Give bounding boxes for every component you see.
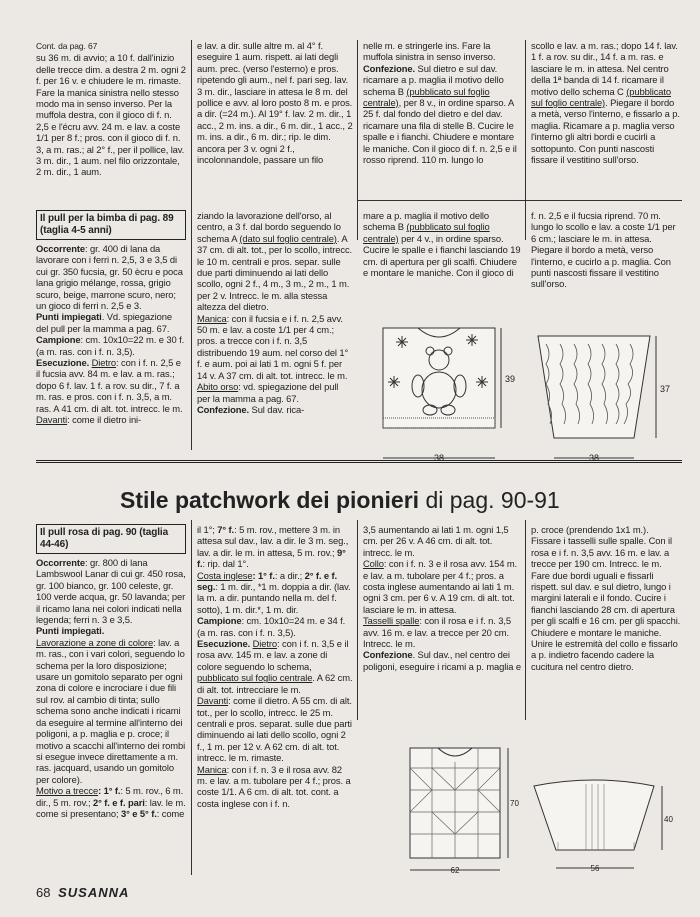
abito-orso-text: Abito orso: vd. spiegazione del pull per la mamma a pag. 67. (197, 381, 339, 404)
column-rule (525, 520, 526, 720)
page-number: 68 (36, 885, 51, 900)
sleeve-schematic (530, 330, 682, 468)
campione-text: Campione: cm. 10x10=22 m. e 30 f. (a m. ras. con i f. n. 3,5). (36, 334, 185, 357)
foglio-centrale-link: (pubblicato sul foglio centrale) (531, 85, 672, 109)
column-3-top (363, 40, 521, 165)
punti-text: Punti impiegati. Vd. spiegazione del pull per la mamma a pag. 67. (36, 311, 172, 334)
confezione-text: nelle m. e stringerle ins. Fare la muffola sinistra in senso inverso. Confezione. Sul dietro e sul dav. ricamare a p. maglia il motivo dello schema B (pubblicato sul foglio centrale), per 8 v., in ordine sparso. A 25 f. dal fondo del dietro e del dav. ricamare una fila di stelle B. Cucire le spalle e i fianchi. Chiudere e montare le maniche. Con il gioco di f. n. 2,5 e il rosso riprend. 110 m. lungo lo (363, 40, 517, 166)
campione-text: Campione: cm. 10x10=24 m. e 34 f. (a m. ras. con i f. n. 3,5). (197, 615, 346, 638)
sleeve-width-label: 38 (588, 453, 600, 463)
motivo-trecce-text: Motivo a trecce: 1° f.: 5 m. rov., 6 m. dir., 5 m. rov.; 2° f. e f. pari: lav. le m. come si presentano; 3° e 5° f.: come (36, 785, 186, 819)
front-width-label: 38 (433, 453, 445, 463)
esecuzione-text: Esecuzione. Dietro: con i f. n. 3,5 e il rosa avv. 145 m. e lav. a zone di colore seguendo lo schema, pubblicato sul foglio centrale. A 62 cm. di alt. tot. intrecciare le m. (197, 638, 353, 695)
tasselli-text: Tasselli spalle: con il rosa e i f. n. 3,5 avv. 16 m. e lav. a trecce per 20 cm. Intrecc. le m. (363, 615, 511, 650)
scollo-text: scollo e lav. a m. ras.; dopo 14 f. lav. 1 f. a rov. su dir., 14 f. a m. ras. e lasciare le m. in attesa. Nel centro della 1ª banda di 14 f. ricamare il motivo dello schema C (pubblicato sul foglio centrale). Piegare il bordo a metà, verso l'interno, e fissarlo a p. maglia. Ricamare a p. maglia verso l'interno gli altri bordi e cucirli a sottopunto. Con punti nascosti fissare il vestitino sull'orso. (531, 40, 680, 166)
continued-from: Cont. da pag. 67 (36, 41, 98, 51)
pull-rosa-section (36, 524, 186, 819)
punti-text: Punti impiegati. (36, 625, 105, 637)
esecuzione-text: Esecuzione. Dietro: con i f. n. 2,5 e il fucsia avv. 84 m. e lav. a m. ras.; dopo 6 f. lav. 1 f. a rov. su dir., 7 f. a m. ras. e pros. con i f. n. 3,5, a m. ras. A 41 cm. di alt. tot. intrecc. le m. (36, 357, 183, 414)
davanti-text: Davanti: come il dietro. A 55 cm. di alt. tot., per lo scollo, intrecc. le 25 m. centrali e pros. separat. sulle due parti diminuendo ai lati dello scollo, ogni 2 f., 1 m. per 12 v. A 62 cm. di alt. tot. intrecc. le m. rimaste. (197, 695, 352, 764)
muffola-text: e lav. a dir. sulle altre m. al 4° f. eseguire 1 aum. rispett. ai lati degli aum. prec. (verso l'esterno) e pros. ripetendo gli aum., nel f. pari seg. lav. 3 m. dir., lasciare in attesa le 8 m. del pollice e avv. al loro posto 8 m. e pros. a dir. (=24 m.). Al 19° f. lav. 2 m. dir., 1 acc., 2 m. ins. a dir., 6 m. dir., 1 acc., 2 m. ins. a dir., 6 m. dir.; rip. le dim. ancora per 3 v. ogni 2 f., incolonnandole, passare un filo (197, 40, 353, 166)
sleeve-height-label: 37 (660, 384, 671, 394)
manica-cont-text: 3,5 aumentando ai lati 1 m. ogni 1,5 cm. per 26 v. A 46 cm. di alt. tot. intrecc. le m. (363, 524, 509, 558)
occorrente-text: Occorrente: gr. 400 di lana da lavorare con i ferri n. 2,5, 3 e 3,5 di cui gr. 350 fucsia, gr. 50 ècru e poca lana grigio mélange, rossa, grigio scuro, beige, marrone scuro, nero; un gioco di ferri n. 2,5 e 3. (36, 243, 183, 312)
sleeve-width-label: 56 (590, 864, 600, 873)
pull-bimba-section (36, 210, 186, 426)
column-4-bottom (531, 524, 681, 672)
collo-text: f. n. 2,5 e il fucsia riprend. 70 m. lungo lo scollo e lav. a coste 1/1 per 6 cm.; lasciare le m. in attesa. Piegare il bordo a metà, verso l'interno, e cucirlo a p. maglia. Con punti nascosti fissare il vestitino sull'orso. (531, 210, 676, 290)
section-title-box: Il pull per la bimba di pag. 89 (taglia 4-5 anni) (36, 210, 186, 240)
ricamo-text: mare a p. maglia il motivo dello schema B (pubblicato sul foglio centrale) per 4 v., in ordine sparso. Cucire le spalle e i fianchi lasciando 19 cm. di apertura per gli scalfi. Chiudere e montare le maniche. Con il gioco di (363, 210, 521, 279)
column-3-mid (363, 210, 521, 278)
costa-inglese-text: Costa inglese: 1° f.: a dir.; 2° f. e f. seg.: 1 m. dir., *1 m. doppia a dir. (lav. la m. a dir. puntando nella m. del f. sotto), 1 m. dir.*, 1 m. dir. (197, 569, 351, 615)
lavorazione-text: Lavorazione a zone di colore: lav. a m. ras., con i vari colori, seguendo lo schema per la loro disposizione; usare un gomitolo separato per ogni zona di colore e incrociare i due fili sul rov. al cambio di tinta; sullo schema sono anche indicati i ricami da eseguire al termine all'interno dei poligoni, a p. maglia e p. croce; il motivo a scacchi all'interno dei rombi si esegue invece direttamente a m. ras. jacquard, usando un gomitolo per colore). (36, 636, 186, 785)
sweater-front-schematic (368, 318, 518, 468)
rosa-sleeve-schematic (528, 770, 680, 878)
confezione-text: Confezione. Sul dav. rica- (197, 403, 305, 415)
horizontal-rule (357, 200, 682, 201)
confezione-cont-text: p. croce (prendendo 1x1 m.). Fissare i tasselli sulle spalle. Con il rosa e i f. n. 3,5 avv. 16 m. e lav. a trecce per 190 cm. Intrecc. le m. Fare due bordi uguali e fissarli rispett. sul dav. e sul dietro, lungo i margini laterali e il fondo. Cucire i fianchi lasciando 28 cm. di apertura per gli scalfi e 16 cm. per gli spacchi. Chiudere e montare le maniche. Unire le estremità del collo e fissarlo a p. indietro facendo cadere la cucitura nel centro dietro. (531, 524, 681, 672)
front-height-label: 39 (505, 374, 516, 384)
column-rule (357, 40, 358, 240)
manica-text: Manica: con i f. n. 3 e il rosa avv. 82 m. e lav. a m. tubolare per 4 f.; pros. a coste 1/1. A 6 cm. di alt. tot. cont. a costa inglese con i f. n. (197, 763, 351, 809)
confezione-text: Confezione. Sul dav., nel centro dei poligoni, eseguire i ricami a p. maglia e (363, 649, 521, 672)
orso-text: ziando la lavorazione dell'orso, al centro, a 3 f. dal bordo seguendo lo schema A (dato sul foglio centrale). A 37 cm. di alt. tot., per lo scollo, intrecc. le 10 m. centrali e pros. separ. sulle due parti diminuendo ai lati dello scollo, ogni 2 f., 4 m., 3 m., 2 m., 1 m. per 2 v. Intrecc. le m. alla stessa altezza del dietro. (197, 210, 353, 313)
body-width-label: 62 (450, 866, 460, 875)
foglio-centrale-link: (pubblicato sul foglio centrale) (363, 85, 490, 109)
column-4-mid (531, 210, 681, 290)
column-3-bottom (363, 524, 521, 672)
collo-text: Collo: con i f. n. 3 e il rosa avv. 154 m. e lav. a m. tubolare per 4 f.; pros. a costa inglese aumentando ai lati 1 m. ogni 3 cm. per 6 v. A 19 cm. di alt. tot. lasciare le m. in attesa. (363, 558, 518, 615)
column-rule (191, 40, 192, 450)
page-footer (36, 885, 129, 900)
section-headline: Stile patchwork dei pionieri di pag. 90-91 (120, 487, 560, 513)
davanti-text: Davanti: come il dietro ini- (36, 414, 142, 426)
section-title-box: Il pull rosa di pag. 90 (taglia 44-46) (36, 524, 186, 554)
column-4-top (531, 40, 681, 165)
column-2-bottom (197, 524, 353, 809)
column-2-top (197, 40, 353, 165)
column-rule (357, 520, 358, 720)
patchwork-sweater-schematic (400, 738, 520, 878)
pull-mamma-continued-text: su 36 m. di avvio; a 10 f. dall'inizio delle trecce dim. a destra 2 m. ogni 2 f. per 16 v. e chiudere le m. rimaste. Fare la manica sinistra nello stesso modo ma in senso inverso. Per la muffola destra, con il gioco di f. n. 2,5 e l'écru avv. 24 m. e lav. a coste 1/1 per 8 f.; pros. con il gioco di f. n. 3, a m. ras.; al 2° f., per il pollice, lav. 3 m. dir., 1 aum. nel filo orizzontale, 2 m. dir., 1 aum. (36, 52, 186, 178)
trecce-cont-text: il 1°; 7° f.: 5 m. rov., mettere 3 m. in attesa sul dav., lav. a dir. le 3 m. seg., lav. a dir. le m. in attesa, 5 m. rov.; 9° f.: rip. dal 1°. (197, 524, 349, 570)
column-2-mid (197, 210, 353, 415)
sleeve-height-label: 40 (664, 815, 673, 824)
column-rule (525, 40, 526, 240)
column-1-top (36, 40, 186, 178)
body-height-label: 70 (510, 799, 519, 808)
column-rule (191, 520, 192, 875)
manica-text: Manica: con il fucsia e i f. n. 2,5 avv. 50 m. e lav. a coste 1/1 per 4 cm.; pros. a trecce con i f. n. 3,5 distribuendo 19 aum. nel corso del 1° f. e aum. poi ai lati 1 m. ogni 5 f. per 14 v. A 37 cm. di alt. tot. intrecc. le m. (197, 312, 349, 381)
occorrente-text: Occorrente: gr. 800 di lana Lambswool Lanar di cui gr. 450 rosa, gr. 100 bianco, gr. 100 celeste, gr. 100 verde acqua, gr. 50 lavanda; per il ricamo lana nei colori indicati nella legenda; ferri n. 3 e 3,5. (36, 557, 186, 626)
magazine-brand: SUSANNA (58, 885, 130, 900)
